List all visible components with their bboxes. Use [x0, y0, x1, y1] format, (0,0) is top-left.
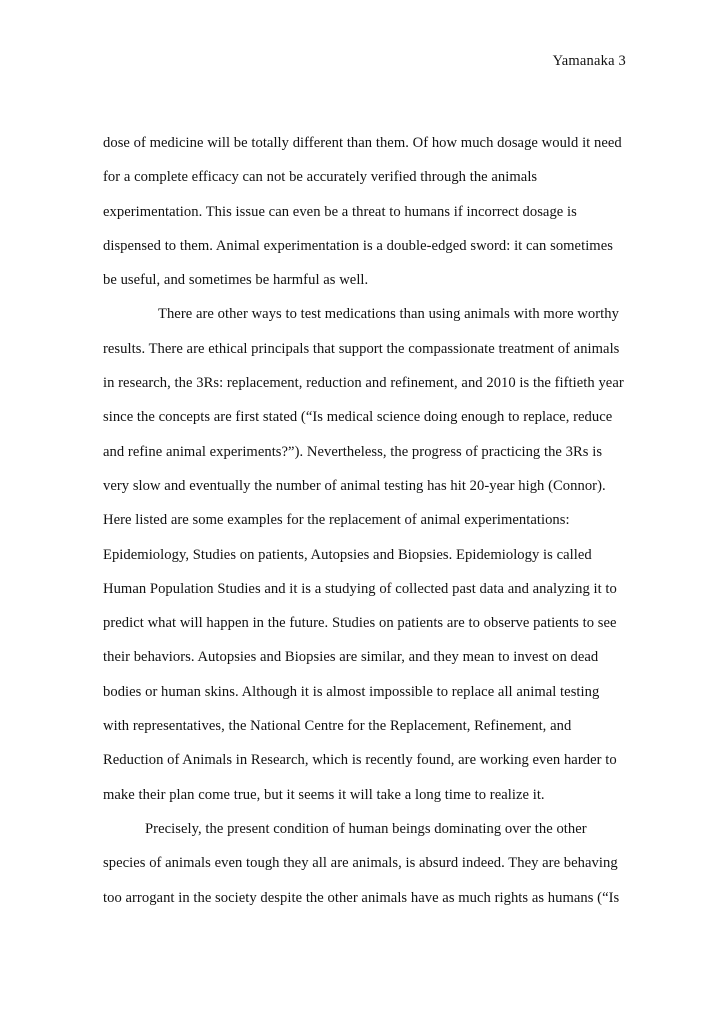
- text-line: results. There are ethical principals that support the compassionate treatment of animals: [103, 340, 620, 357]
- text-line: Precisely, the present condition of human beings dominating over the other: [145, 820, 587, 837]
- text-line: Reduction of Animals in Research, which is recently found, are working even harder to: [103, 752, 617, 769]
- text-line: Human Population Studies and it is a studying of collected past data and analyzing it to: [103, 580, 617, 597]
- running-head: Yamanaka 3: [552, 53, 626, 69]
- text-line: experimentation. This issue can even be a threat to humans if incorrect dosage is: [103, 203, 577, 220]
- text-line: since the concepts are first stated (“Is medical science doing enough to replace, reduce: [103, 409, 613, 426]
- paragraph: [103, 305, 627, 819]
- text-line: for a complete efficacy can not be accurately verified through the animals: [103, 169, 538, 186]
- text-line: be useful, and sometimes be harmful as well.: [103, 272, 369, 289]
- paragraph: [103, 134, 627, 305]
- text-line: bodies or human skins. Although it is almost impossible to replace all animal testing: [103, 683, 600, 700]
- text-line: too arrogant in the society despite the other animals have as much rights as humans (“Is: [103, 889, 620, 906]
- text-line: species of animals even tough they all are animals, is absurd indeed. They are behaving: [103, 855, 618, 872]
- text-line: very slow and eventually the number of animal testing has hit 20-year high (Connor).: [103, 477, 606, 494]
- text-line: and refine animal experiments?”). Nevertheless, the progress of practicing the 3Rs is: [103, 443, 603, 460]
- text-line: Here listed are some examples for the replacement of animal experimentations:: [103, 512, 570, 529]
- text-line: in research, the 3Rs: replacement, reduction and refinement, and 2010 is the fiftieth year: [103, 375, 624, 392]
- text-line: with representatives, the National Centre for the Replacement, Refinement, and: [103, 718, 572, 735]
- text-line: their behaviors. Autopsies and Biopsies are similar, and they mean to invest on dead: [103, 649, 599, 666]
- text-line: dispensed to them. Animal experimentation is a double-edged sword: it can sometimes: [103, 237, 613, 254]
- text-line: predict what will happen in the future. Studies on patients are to observe patients to see: [103, 615, 617, 632]
- text-line: make their plan come true, but it seems it will take a long time to realize it.: [103, 786, 545, 803]
- text-line: dose of medicine will be totally different than them. Of how much dosage would it need: [103, 135, 622, 151]
- text-line: There are other ways to test medications than using animals with more worthy: [158, 306, 619, 323]
- text-line: Epidemiology, Studies on patients, Autopsies and Biopsies. Epidemiology is called: [103, 546, 592, 563]
- body-text: [103, 134, 627, 923]
- paragraph: [103, 820, 627, 923]
